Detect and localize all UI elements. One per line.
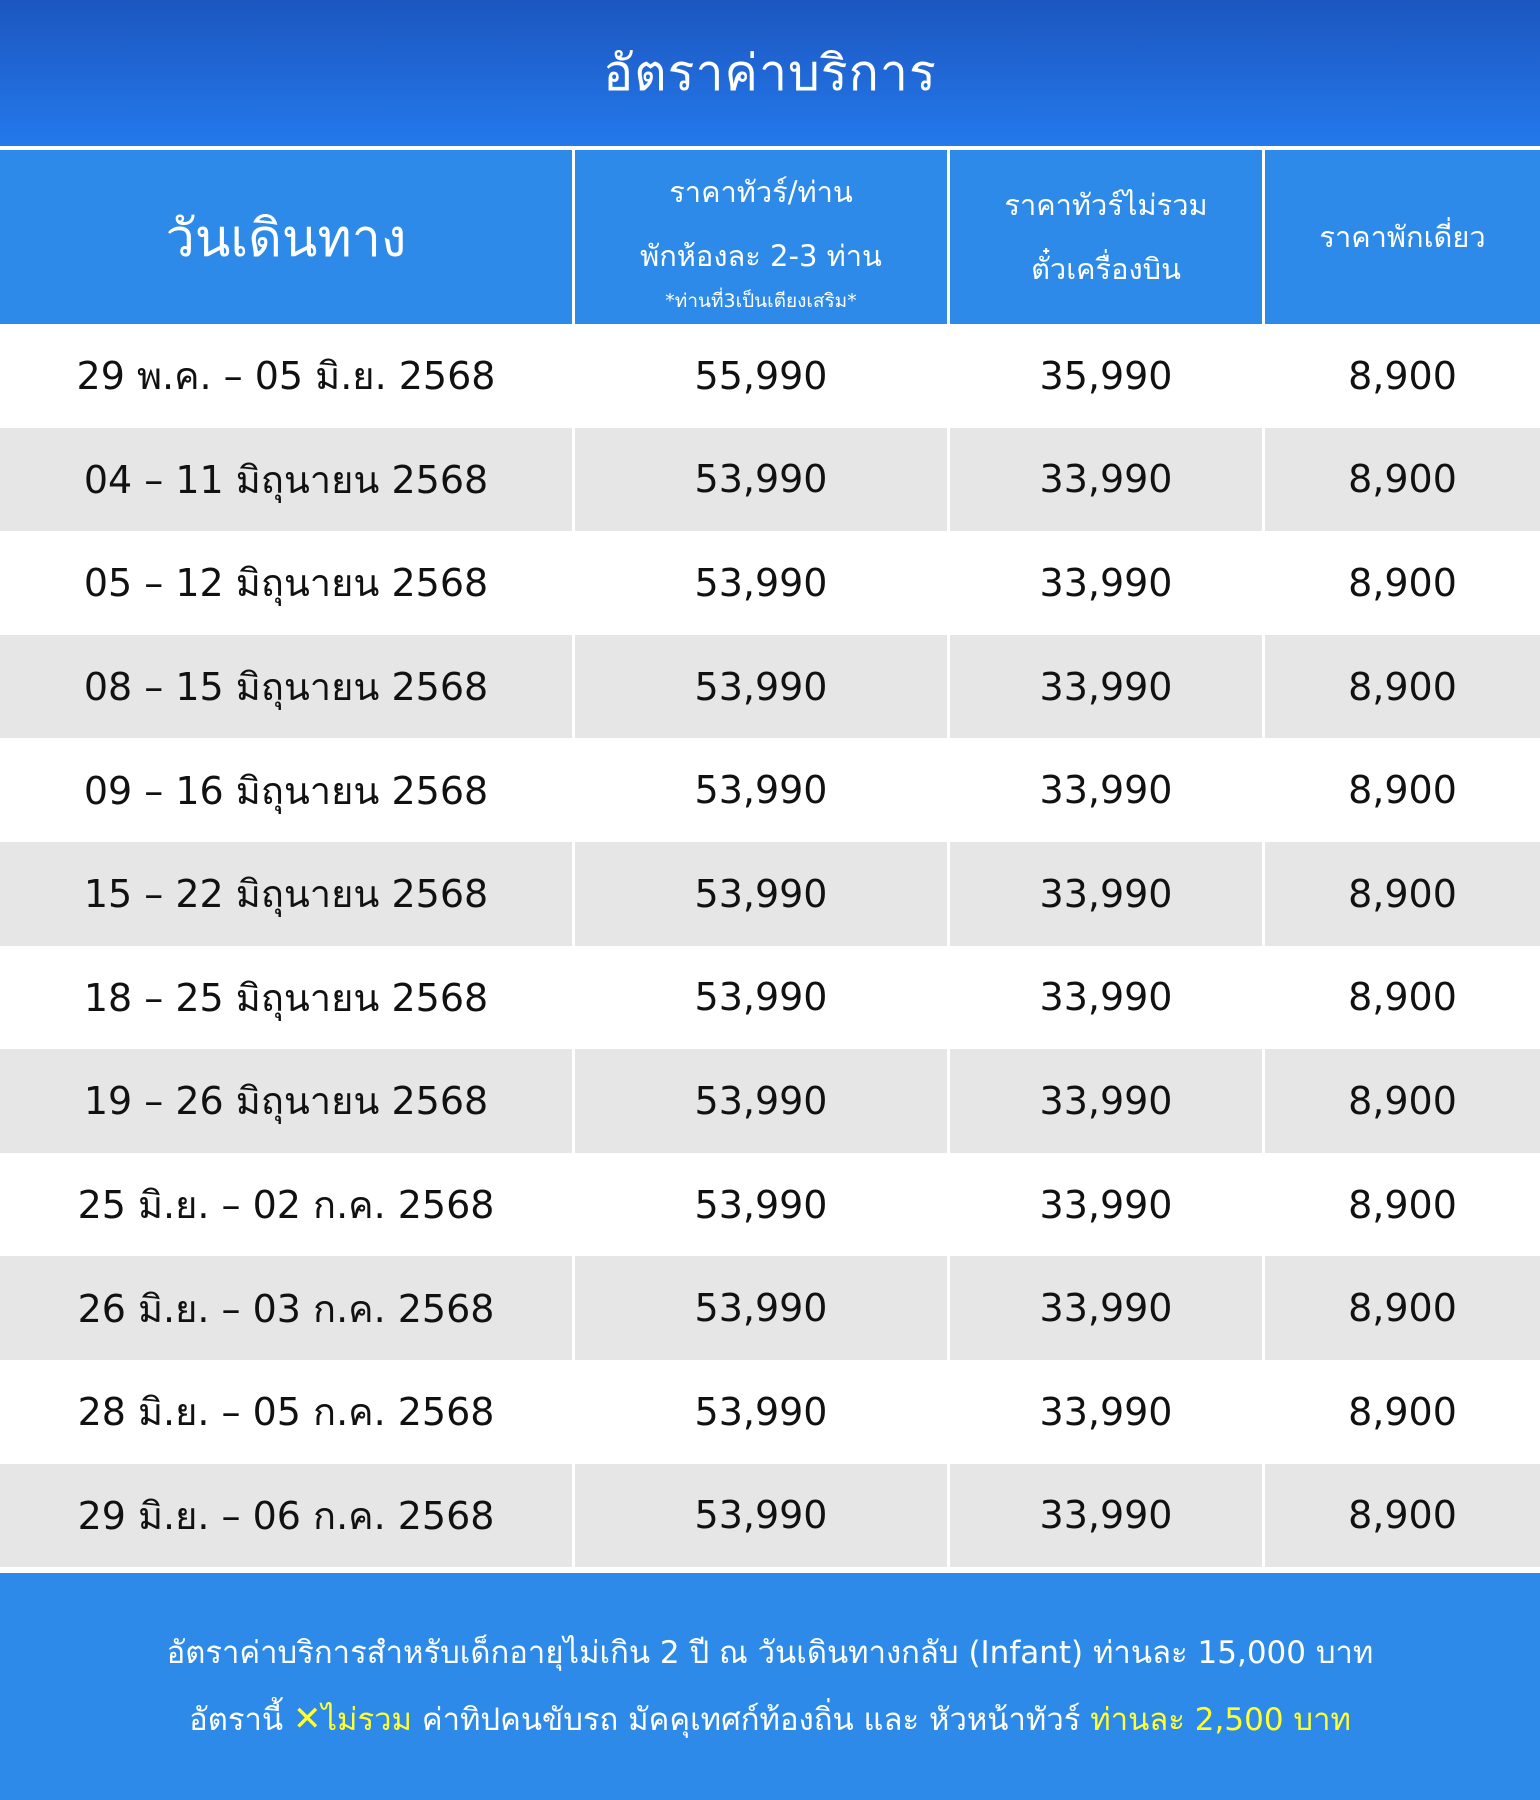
header-tour-line2: พักห้องละ 2-3 ท่าน [640,239,882,273]
cell-no-flight-price: 33,990 [950,1049,1262,1153]
cell-date: 05 – 12 มิถุนายน 2568 [83,561,489,606]
cell-no-flight-price: 33,990 [1039,768,1173,813]
table-row [0,1360,1540,1464]
cell-tour-price: 53,990 [694,1182,828,1227]
cell-tour-price: 53,990 [694,1389,828,1434]
footer-amount: ท่านละ 2,500 บาท [1090,1702,1351,1738]
table-row [0,1153,1540,1257]
cell-date: 15 – 22 มิถุนายน 2568 [0,842,572,946]
footer-line-infant: อัตราค่าบริการสำหรับเด็กอายุไม่เกิน 2 ปี ณ วันเดินทางกลับ (Infant) ท่านละ 15,000 บาท [166,1635,1374,1671]
cell-single-supplement: 8,900 [1265,1049,1540,1153]
cell-tour-price: 53,990 [575,1049,947,1153]
cell-single-supplement: 8,900 [1348,975,1457,1020]
cell-tour-price: 53,990 [575,1464,947,1568]
cell-single-supplement: 8,900 [1348,1182,1457,1227]
cell-no-flight-price: 33,990 [1039,560,1173,605]
footer-notes [0,1573,1540,1800]
cell-single-supplement: 8,900 [1265,635,1540,739]
header-no-flight-price [950,150,1262,324]
cell-single-supplement: 8,900 [1348,1389,1457,1434]
cell-tour-price: 53,990 [694,560,828,605]
footer-line-exclusion [189,1686,1351,1753]
cell-date: 25 มิ.ย. – 02 ก.ค. 2568 [77,1183,495,1228]
header-tour-line1: ราคาทัวร์/ท่าน [669,175,853,209]
cell-single-supplement: 8,900 [1265,1256,1540,1360]
table-row [0,428,1540,532]
cross-icon: ✕ [292,1699,322,1739]
header-tour-price [575,150,947,324]
cell-tour-price: 55,990 [694,353,828,398]
title-bar [0,0,1540,146]
cell-date: 28 มิ.ย. – 05 ก.ค. 2568 [77,1390,495,1435]
header-noflight-line2: ตั๋วเครื่องบิน [1031,252,1181,286]
cell-no-flight-price: 33,990 [950,1256,1262,1360]
table-row [0,946,1540,1050]
cell-single-supplement: 8,900 [1265,1464,1540,1568]
header-tour-note: *ท่านที่3เป็นเตียงเสริม* [665,290,857,312]
cell-no-flight-price: 33,990 [950,428,1262,532]
cell-date: 04 – 11 มิถุนายน 2568 [0,428,572,532]
cell-date: 29 พ.ค. – 05 มิ.ย. 2568 [76,354,496,399]
cell-date: 18 – 25 มิถุนายน 2568 [83,975,489,1020]
cell-tour-price: 53,990 [694,975,828,1020]
cell-tour-price: 53,990 [575,1256,947,1360]
cell-single-supplement: 8,900 [1265,428,1540,532]
header-single-supplement [1265,150,1540,324]
table-row [0,635,1540,739]
table-row [0,1464,1540,1568]
footer-excluded-label: ไม่รวม [321,1702,412,1738]
cell-tour-price: 53,990 [575,428,947,532]
cell-no-flight-price: 33,990 [950,1464,1262,1568]
cell-no-flight-price: 33,990 [1039,1389,1173,1434]
cell-single-supplement: 8,900 [1265,842,1540,946]
cell-no-flight-price: 33,990 [1039,1182,1173,1227]
table-row [0,324,1540,428]
header-date [0,150,572,324]
cell-no-flight-price: 33,990 [1039,975,1173,1020]
header-noflight-line1: ราคาทัวร์ไม่รวม [1004,188,1208,222]
cell-single-supplement: 8,900 [1348,353,1457,398]
cell-single-supplement: 8,900 [1348,768,1457,813]
cell-date: 08 – 15 มิถุนายน 2568 [0,635,572,739]
cell-tour-price: 53,990 [575,635,947,739]
cell-no-flight-price: 33,990 [950,842,1262,946]
table-row [0,1256,1540,1360]
cell-no-flight-price: 33,990 [950,635,1262,739]
table-row [0,842,1540,946]
footer-middle: ค่าทิปคนขับรถ มัคคุเทศก์ท้องถิ่น และ หัวหน้าทัวร์ [421,1702,1081,1738]
cell-tour-price: 53,990 [575,842,947,946]
cell-tour-price: 53,990 [694,768,828,813]
cell-no-flight-price: 35,990 [1039,353,1173,398]
table-row [0,738,1540,842]
header-single-label: ราคาพักเดี่ยว [1319,220,1486,254]
table-row [0,531,1540,635]
table-header [0,150,1540,324]
cell-date: 09 – 16 มิถุนายน 2568 [83,768,489,813]
cell-date: 29 มิ.ย. – 06 ก.ค. 2568 [0,1464,572,1568]
cell-date: 19 – 26 มิถุนายน 2568 [0,1049,572,1153]
table-row [0,1049,1540,1153]
footer-prefix: อัตรานี้ [189,1702,284,1738]
cell-date: 26 มิ.ย. – 03 ก.ค. 2568 [0,1256,572,1360]
cell-single-supplement: 8,900 [1348,560,1457,605]
header-date-label: วันเดินทาง [165,208,407,269]
page-title: อัตราค่าบริการ [603,43,937,102]
